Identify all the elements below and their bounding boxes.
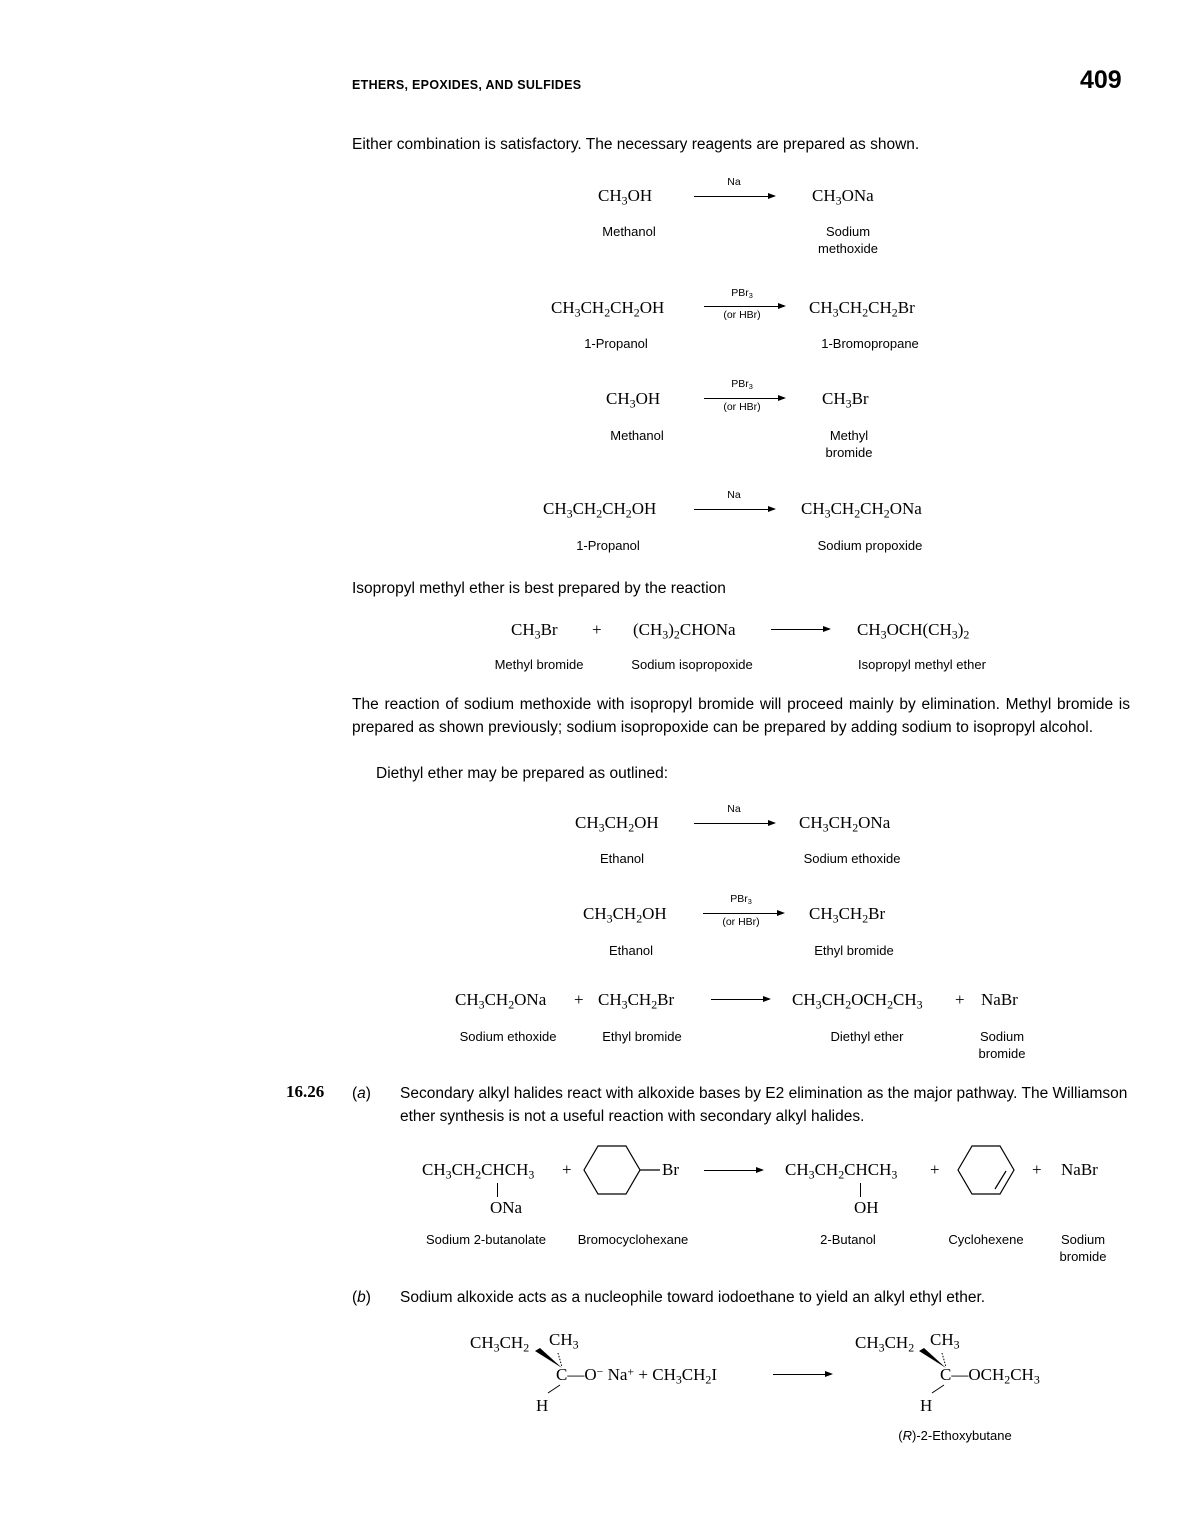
- rxn2-product-label: 1-Bromopropane: [821, 336, 919, 351]
- rxn10-product-core: $C—OCH_2CH_3$: [940, 1365, 1040, 1387]
- page-number: 409: [1080, 66, 1122, 94]
- running-header: ETHERS, EPOXIDES, AND SULFIDES: [352, 78, 582, 92]
- rxn8-arrow: [711, 999, 769, 1000]
- rxn10-product-h: H: [920, 1396, 933, 1415]
- rxn1-reactant: $CH_3OH$: [598, 186, 653, 208]
- rxn5-product: $CH_3OCH(CH_3)_2$: [857, 620, 970, 642]
- rxn8-plus-2: +: [955, 990, 965, 1009]
- rxn6-reactant-label: Ethanol: [599, 851, 645, 866]
- rxn8-label-2: Ethyl bromide: [602, 1029, 682, 1044]
- rxn5-reactant-1: $CH_3Br$: [511, 620, 558, 642]
- rxn9-plus-1: +: [562, 1160, 572, 1179]
- rxn8-plus-1: +: [574, 990, 584, 1009]
- rxn9-reactant-1: $CH_3CH_2CHCH_3$: [422, 1160, 535, 1182]
- rxn3-product: $CH_3Br$: [822, 389, 869, 411]
- rxn9-label-5b: bromide: [1059, 1249, 1107, 1264]
- part-a-marker: (a): [352, 1085, 371, 1102]
- rxn8-label-1: Sodium ethoxide: [459, 1029, 557, 1044]
- rxn2-reactant: $CH_3CH_2CH_2OH$: [551, 298, 665, 320]
- rxn9-ona: ONa: [490, 1198, 523, 1217]
- pbr3-sub: 3: [747, 897, 752, 907]
- rxn9-bond-1: [497, 1183, 498, 1197]
- rxn4-arrow: [694, 509, 774, 510]
- rxn9-label-5a: Sodium: [1060, 1232, 1106, 1247]
- pbr3-sub: 3: [748, 291, 753, 301]
- rxn7-reagent-bottom: (or HBr): [722, 916, 760, 928]
- rxn6-reagent: Na: [727, 803, 741, 815]
- rxn3-reagent-top: [731, 378, 753, 390]
- part-b-letter: b: [357, 1289, 366, 1306]
- cyclohexene-ring: [954, 1144, 1020, 1200]
- rxn9-product-1: $CH_3CH_2CHCH_3$: [785, 1160, 898, 1182]
- rxn6-product-label: Sodium ethoxide: [803, 851, 901, 866]
- rxn4-reagent: Na: [727, 489, 741, 501]
- rxn8-product-2: NaBr: [981, 990, 1018, 1009]
- rxn2-product: $CH_3CH_2CH_2Br$: [809, 298, 915, 320]
- isopropyl-intro: Isopropyl methyl ether is best prepared by the reaction: [352, 580, 726, 597]
- rxn6-reactant: $CH_3CH_2OH$: [575, 813, 659, 835]
- pbr3-text: PBr: [730, 893, 748, 905]
- rxn5-label-2: Sodium isopropoxide: [631, 657, 753, 672]
- paragraph-elimination: The reaction of sodium methoxide with isopropyl bromide will proceed mainly by elimination. Methyl bromide is prepared as shown previously; sodium isopropoxide can be prepared by adding sodium to isopropyl alcohol.: [352, 696, 1130, 736]
- rxn5-label-1: Methyl bromide: [494, 657, 584, 672]
- rxn7-product-label: Ethyl bromide: [814, 943, 894, 958]
- rxn7-reactant: $CH_3CH_2OH$: [583, 904, 667, 926]
- rxn9-label-4: Cyclohexene: [948, 1232, 1024, 1247]
- rxn6-product: $CH_3CH_2ONa$: [799, 813, 891, 835]
- rxn3-product-label-2: bromide: [825, 445, 873, 460]
- rxn4-reactant: $CH_3CH_2CH_2OH$: [543, 499, 657, 521]
- rxn10-reactant-ethyl: $CH_3CH_2$: [470, 1333, 530, 1355]
- rxn3-arrow: [704, 398, 784, 399]
- rxn9-label-2: Bromocyclohexane: [577, 1232, 689, 1247]
- rxn2-reagent-top: [731, 287, 753, 299]
- rxn8-reactant-2: $CH_3CH_2Br$: [598, 990, 675, 1012]
- rxn10-reactant-methyl: $CH_3$: [549, 1330, 579, 1352]
- rxn1-reagent: Na: [727, 176, 741, 188]
- pbr3-text: PBr: [731, 378, 749, 390]
- rxn5-reactant-2: $(CH_3)_2CHONa$: [633, 620, 736, 642]
- rxn10-product-ethyl: $CH_3CH_2$: [855, 1333, 915, 1355]
- rxn2-reagent-bottom: (or HBr): [723, 309, 761, 321]
- pbr3-sub: 3: [748, 382, 753, 392]
- part-a-text: Secondary alkyl halides react with alkoxide bases by E2 elimination as the major pathway. The Williamson ether synthesis is not a useful reaction with secondary alkyl halides.: [400, 1085, 1128, 1125]
- rxn3-reactant: $CH_3OH$: [606, 389, 661, 411]
- rxn10-product-methyl: $CH_3$: [930, 1330, 960, 1352]
- paragraph-diethyl: Diethyl ether may be prepared as outlined:: [376, 765, 669, 782]
- rxn5-arrow: [771, 629, 829, 630]
- rxn10-reactant-core: C—O− $Na^+ + CH_3CH_2I$: [556, 1364, 718, 1387]
- rxn7-arrow: [703, 913, 783, 914]
- rxn10-product-name: -2-Ethoxybutane: [916, 1428, 1012, 1443]
- rxn8-label-4a: Sodium: [979, 1029, 1025, 1044]
- rxn3-product-label-1: Methyl: [829, 428, 869, 443]
- part-b-marker: (b): [352, 1289, 371, 1306]
- rxn9-oh: OH: [854, 1198, 879, 1217]
- rxn9-br: Br: [662, 1160, 679, 1179]
- part-a-letter: a: [357, 1085, 366, 1102]
- rxn1-product-label-1: Sodium: [825, 224, 871, 239]
- rxn7-reactant-label: Ethanol: [608, 943, 654, 958]
- rxn3-reagent-bottom: (or HBr): [723, 401, 761, 413]
- rxn7-product: $CH_3CH_2Br$: [809, 904, 886, 926]
- rxn1-reactant-label: Methanol: [602, 224, 656, 239]
- rxn8-product-1: $CH_3CH_2OCH_2CH_3$: [792, 990, 923, 1012]
- intro-text: Either combination is satisfactory. The necessary reagents are prepared as shown.: [352, 136, 920, 153]
- rxn3-reactant-label: Methanol: [610, 428, 664, 443]
- rxn5-label-3: Isopropyl methyl ether: [858, 657, 986, 672]
- rxn10-config: R: [902, 1428, 912, 1443]
- part-b-text: Sodium alkoxide acts as a nucleophile toward iodoethane to yield an alkyl ethyl ether.: [400, 1289, 986, 1306]
- pbr3-text: PBr: [731, 287, 749, 299]
- rxn8-reactant-1: $CH_3CH_2ONa$: [455, 990, 547, 1012]
- rxn9-plus-2: +: [930, 1160, 940, 1179]
- rxn5-plus: +: [592, 620, 602, 639]
- rxn7-reagent-top: [730, 893, 752, 905]
- rxn6-arrow: [694, 823, 774, 824]
- rxn8-label-4b: bromide: [978, 1046, 1026, 1061]
- rxn9-arrow: [704, 1170, 762, 1171]
- rxn4-product-label: Sodium propoxide: [817, 538, 923, 553]
- rxn9-nabr: NaBr: [1061, 1160, 1098, 1179]
- rxn4-reactant-label: 1-Propanol: [576, 538, 640, 553]
- problem-number: 16.26: [286, 1082, 325, 1101]
- rxn10-arrow: [773, 1374, 831, 1375]
- rxn8-label-3: Diethyl ether: [830, 1029, 904, 1044]
- rxn9-plus-3: +: [1032, 1160, 1042, 1179]
- rxn9-label-1: Sodium 2-butanolate: [426, 1232, 546, 1247]
- rxn2-reactant-label: 1-Propanol: [584, 336, 648, 351]
- rxn10-product-label: (R)-2-Ethoxybutane: [898, 1428, 1012, 1443]
- rxn1-product-label-2: methoxide: [818, 241, 878, 256]
- rxn9-label-3: 2-Butanol: [820, 1232, 876, 1247]
- rxn2-arrow: [704, 306, 784, 307]
- rxn1-product: $CH_3ONa$: [812, 186, 874, 208]
- rxn10-reactant-h: H: [536, 1396, 549, 1415]
- rxn4-product: $CH_3CH_2CH_2ONa$: [801, 499, 922, 521]
- rxn9-bond-2: [860, 1183, 861, 1197]
- rxn1-arrow: [694, 196, 774, 197]
